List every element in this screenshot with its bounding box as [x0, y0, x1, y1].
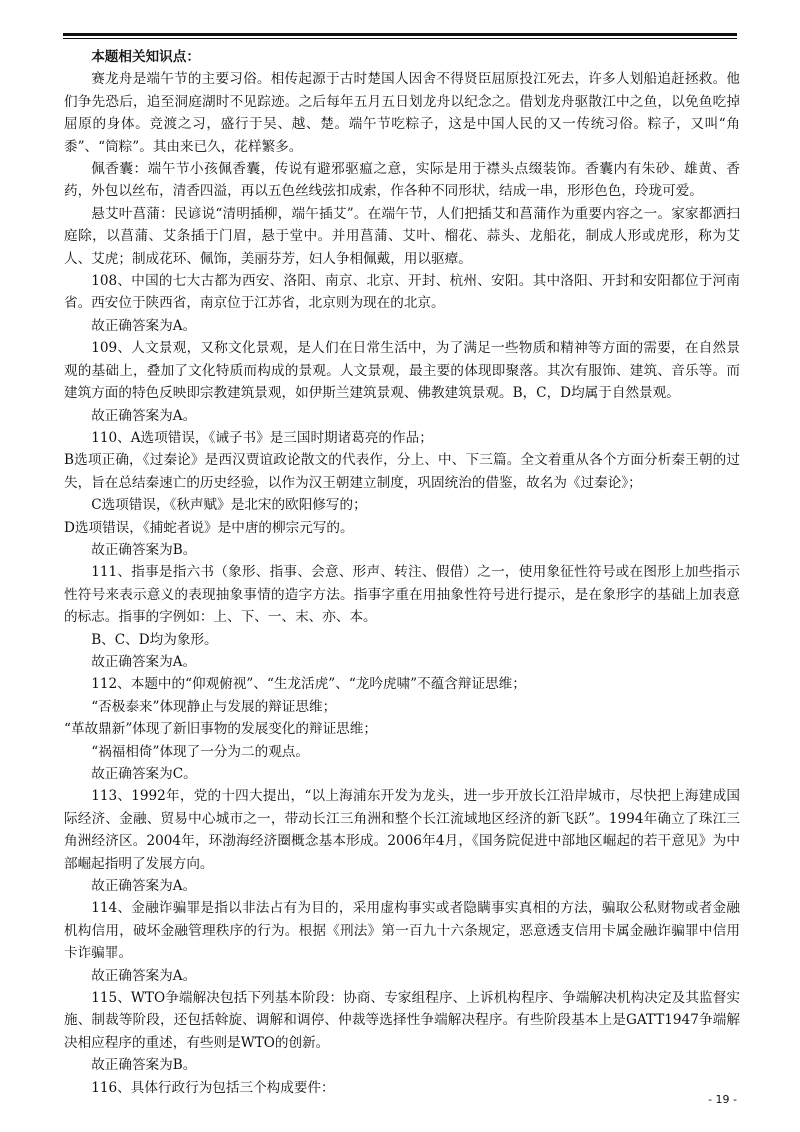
paragraph: 111、指事是指六书（象形、指事、会意、形声、转注、假借）之一，使用象征性符号或在图形上加些指示性符号来表示意义的表现抽象事情的造字方法。指事字重在用抽象性符号进行提示，是在象形字的基础上加表意的标志。指事的字例如：上、下、一、末、亦、本。	[64, 564, 740, 626]
paragraph: 故正确答案为B。	[91, 1057, 197, 1074]
paragraph: “革故鼎新”体现了新旧事物的发展变化的辩证思维；	[64, 721, 377, 738]
paragraph: D选项错误，《捕蛇者说》是中唐的柳宗元写的。	[64, 519, 354, 536]
paragraph: 110、A选项错误，《诫子书》是三国时期诸葛亮的作品；	[91, 429, 433, 446]
paragraph-list	[64, 68, 740, 1099]
paragraph: 108、中国的七大古都为西安、洛阳、南京、北京、开封、杭州、安阳。其中洛阳、开封和安阳都位于河南省。西安位于陕西省，南京位于江苏省，北京则为现在的北京。	[64, 273, 740, 312]
paragraph: “祸福相倚”体现了一分为二的观点。	[91, 743, 309, 760]
paragraph: 故正确答案为A。	[91, 653, 197, 670]
paragraph: 故正确答案为A。	[91, 317, 197, 334]
header-rule	[63, 33, 737, 36]
paragraph: B选项正确，《过秦论》是西汉贾谊政论散文的代表作，分上、中、下三篇。全文着重从各个方面分析秦王朝的过失，旨在总结秦速亡的历史经验，以作为汉王朝建立制度，巩固统治的借鉴，故名为《过秦论》；	[64, 452, 740, 491]
paragraph: 佩香囊：端午节小孩佩香囊，传说有避邪驱瘟之意，实际是用于襟头点缀装饰。香囊内有朱砂、雄黄、香药，外包以丝布，清香四溢，再以五色丝线弦扣成索，作各种不同形状，结成一串，形形色色，玲珑可爱。	[64, 161, 740, 200]
paragraph: C选项错误，《秋声赋》是北宋的欧阳修写的；	[91, 497, 367, 514]
paragraph: 114、金融诈骗罪是指以非法占有为目的，采用虚构事实或者隐瞒事实真相的方法，骗取公私财物或者金融机构信用，破坏金融管理秩序的行为。根据《刑法》第一百九十六条规定，恶意透支信用卡属金融诈骗罪中信用卡诈骗罪。	[64, 900, 740, 962]
paragraph: 故正确答案为A。	[91, 878, 197, 895]
paragraph: 故正确答案为A。	[91, 407, 197, 424]
page-number: - 19 -	[708, 1093, 737, 1106]
paragraph: 113、1992年，党的十四大提出，“以上海浦东开发为龙头，进一步开放长江沿岸城市，尽快把上海建成国际经济、金融、贸易中心城市之一，带动长江三角洲和整个长江流域地区经济的新飞跃”。1994年确立了珠江三角洲经济区。2004年，环渤海经济圈概念基本形成。2006年4月，《国务院促进中部地区崛起的若干意见》为中部崛起指明了发展方向。	[64, 788, 740, 872]
paragraph: 故正确答案为A。	[91, 967, 197, 984]
paragraph: B、C、D均为象形。	[91, 631, 218, 648]
paragraph: 悬艾叶菖蒲：民谚说“清明插柳，端午插艾”。在端午节，人们把插艾和菖蒲作为重要内容之一。家家都洒扫庭除，以菖蒲、艾条插于门眉，悬于堂中。并用菖蒲、艾叶、榴花、蒜头、龙船花，制成人形或虎形，称为艾人、艾虎；制成花环、佩饰，美丽芬芳，妇人争相佩戴，用以驱瘴。	[64, 205, 740, 267]
document-body	[64, 46, 740, 1099]
section-title: 本题相关知识点：	[91, 49, 200, 65]
paragraph: 故正确答案为C。	[91, 766, 197, 782]
paragraph: 116、具体行政行为包括三个构成要件：	[91, 1079, 335, 1096]
paragraph: 赛龙舟是端午节的主要习俗。相传起源于古时楚国人因舍不得贤臣屈原投江死去，许多人划船追赶拯救。他们争先恐后，追至洞庭湖时不见踪迹。之后每年五月五日划龙舟以纪念之。借划龙舟驱散江中之鱼，以免鱼吃掉屈原的身体。竞渡之习，盛行于吴、越、楚。端午节吃粽子，这是中国人民的又一传统习俗。粽子，又叫“角黍”、“筒粽”。其由来已久，花样繁多。	[64, 71, 740, 155]
paragraph: 故正确答案为B。	[91, 541, 197, 558]
paragraph: 112、本题中的“仰观俯视”、“生龙活虎”、“龙吟虎啸”不蕴含辩证思维；	[91, 676, 526, 693]
paragraph: 115、WTO争端解决包括下列基本阶段：协商、专家组程序、上诉机构程序、争端解决机构决定及其监督实施、制裁等阶段，还包括斡旋、调解和调停、仲裁等选择性争端解决程序。有些阶段基本上是GATT1947争端解决相应程序的重述，有些则是WTO的创新。	[64, 990, 740, 1051]
paragraph: 109、人文景观，又称文化景观，是人们在日常生活中，为了满足一些物质和精神等方面的需要，在自然景观的基础上，叠加了文化特质而构成的景观。人文景观，最主要的体现即聚落。其次有服饰、建筑、音乐等。而建筑方面的特色反映即宗教建筑景观，如伊斯兰建筑景观、佛教建筑景观。B，C，D均属于自然景观。	[64, 340, 740, 402]
paragraph: “否极泰来”体现静止与发展的辩证思维；	[91, 698, 337, 715]
